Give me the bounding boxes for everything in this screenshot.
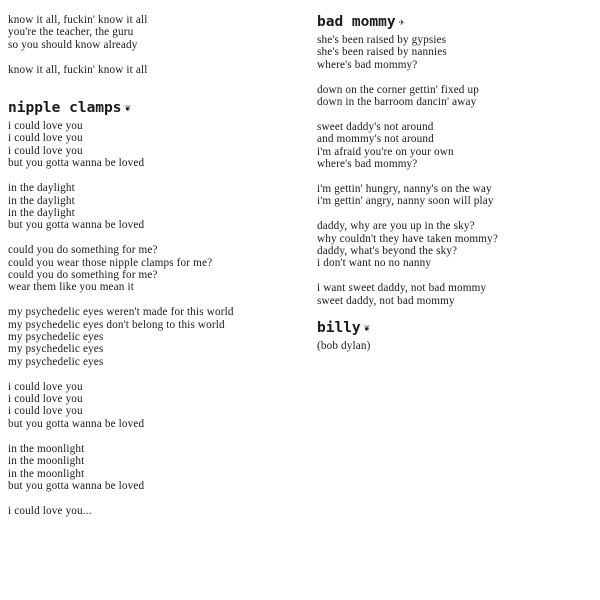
- lyric-line: she's been raised by nannies: [317, 46, 447, 59]
- lyric-line: in the moonlight: [8, 455, 85, 468]
- lyric-line: i'm gettin' angry, nanny soon will play: [317, 195, 494, 208]
- song-title-text: nipple clamps: [8, 100, 122, 117]
- lyric-line: down on the corner gettin' fixed up: [317, 83, 479, 96]
- lyric-line: i'm afraid you're on your own: [317, 145, 454, 158]
- lyric-line: i could love you...: [8, 504, 92, 517]
- stanza: [317, 34, 587, 71]
- lyric-line: sweet daddy, not bad mommy: [317, 294, 455, 307]
- lyric-line: i don't want no no nanny: [317, 257, 432, 270]
- stanza: [8, 120, 298, 170]
- lyric-line: i want sweet daddy, not bad mommy: [317, 282, 487, 295]
- stanza: [317, 121, 587, 171]
- lyric-line: so you should know already: [8, 38, 138, 51]
- airplane-icon: ✈: [398, 17, 405, 28]
- stanza: [8, 443, 298, 493]
- song-title-text: bad mommy: [317, 14, 396, 30]
- lyric-line: in the daylight: [8, 194, 75, 207]
- lyric-line: daddy, why are you up in the sky?: [317, 220, 475, 233]
- right-column: [317, 14, 587, 365]
- lyric-line: you're the teacher, the guru: [8, 26, 134, 39]
- lyric-line: could you do something for me?: [8, 268, 158, 281]
- ornament-icon: ❦: [363, 322, 370, 334]
- lyric-line: i could love you: [8, 393, 83, 406]
- lyric-line: down in the barroom dancin' away: [317, 96, 477, 109]
- song-title: [317, 14, 587, 32]
- lyric-line: know it all, fuckin' know it all: [8, 63, 148, 76]
- lyric-line: my psychedelic eyes don't belong to this world: [8, 318, 225, 331]
- lyric-line: why couldn't they have taken mommy?: [317, 232, 498, 245]
- stanza: [8, 244, 298, 294]
- stanza: [317, 84, 587, 109]
- lyric-line: could you wear those nipple clamps for me?: [8, 256, 213, 269]
- lyrics: [317, 34, 587, 307]
- lyric-line: i could love you: [8, 120, 83, 133]
- song-billy: [317, 320, 587, 352]
- stanza: [8, 306, 298, 368]
- song-title: [317, 320, 587, 338]
- lyric-line: where's bad mommy?: [317, 158, 418, 171]
- lyric-line: i could love you: [8, 144, 83, 157]
- lyric-line: but you gotta wanna be loved: [8, 479, 145, 492]
- lyric-line: (bob dylan): [317, 339, 371, 352]
- stanza: [317, 183, 587, 208]
- ornament-icon: ❦: [124, 103, 131, 115]
- left-column: [8, 14, 298, 530]
- lyric-line: where's bad mommy?: [317, 58, 418, 71]
- lyrics: [317, 340, 587, 352]
- stanza: [317, 340, 587, 352]
- stanza: [8, 64, 298, 76]
- lyric-line: but you gotta wanna be loved: [8, 417, 145, 430]
- lyric-line: could you do something for me?: [8, 244, 158, 257]
- lyric-line: in the daylight: [8, 206, 75, 219]
- stanza: [8, 182, 298, 232]
- lyric-line: my psychedelic eyes weren't made for this world: [8, 306, 234, 319]
- lyric-line: know it all, fuckin' know it all: [8, 14, 148, 26]
- lyric-line: my psychedelic eyes: [8, 331, 104, 344]
- lyric-line: but you gotta wanna be loved: [8, 219, 145, 232]
- lyric-line: my psychedelic eyes: [8, 343, 104, 356]
- intro-lyrics: [8, 14, 298, 76]
- stanza: [8, 505, 298, 517]
- lyric-line: i'm gettin' hungry, nanny's on the way: [317, 183, 492, 196]
- stanza: [8, 14, 298, 51]
- lyrics: [8, 120, 298, 517]
- stanza: [317, 282, 587, 307]
- lyric-line: i could love you: [8, 380, 83, 393]
- lyric-line: sweet daddy's not around: [317, 120, 434, 133]
- lyric-line: in the moonlight: [8, 467, 85, 480]
- lyric-line: she's been raised by gypsies: [317, 34, 447, 46]
- lyric-line: and mommy's not around: [317, 133, 434, 146]
- lyric-line: in the moonlight: [8, 442, 85, 455]
- song-title: [8, 100, 298, 118]
- lyric-line: but you gotta wanna be loved: [8, 157, 145, 170]
- lyric-line: wear them like you mean it: [8, 281, 134, 294]
- song-title-text: billy: [317, 319, 361, 336]
- lyric-line: in the daylight: [8, 182, 75, 195]
- lyric-line: daddy, what's beyond the sky?: [317, 245, 458, 258]
- lyric-line: i could love you: [8, 132, 83, 145]
- stanza: [8, 381, 298, 431]
- stanza: [317, 220, 587, 270]
- lyric-line: my psychedelic eyes: [8, 355, 104, 368]
- lyric-line: i could love you: [8, 405, 83, 418]
- song-nipple-clamps: [8, 100, 298, 517]
- song-bad-mommy: [317, 14, 587, 307]
